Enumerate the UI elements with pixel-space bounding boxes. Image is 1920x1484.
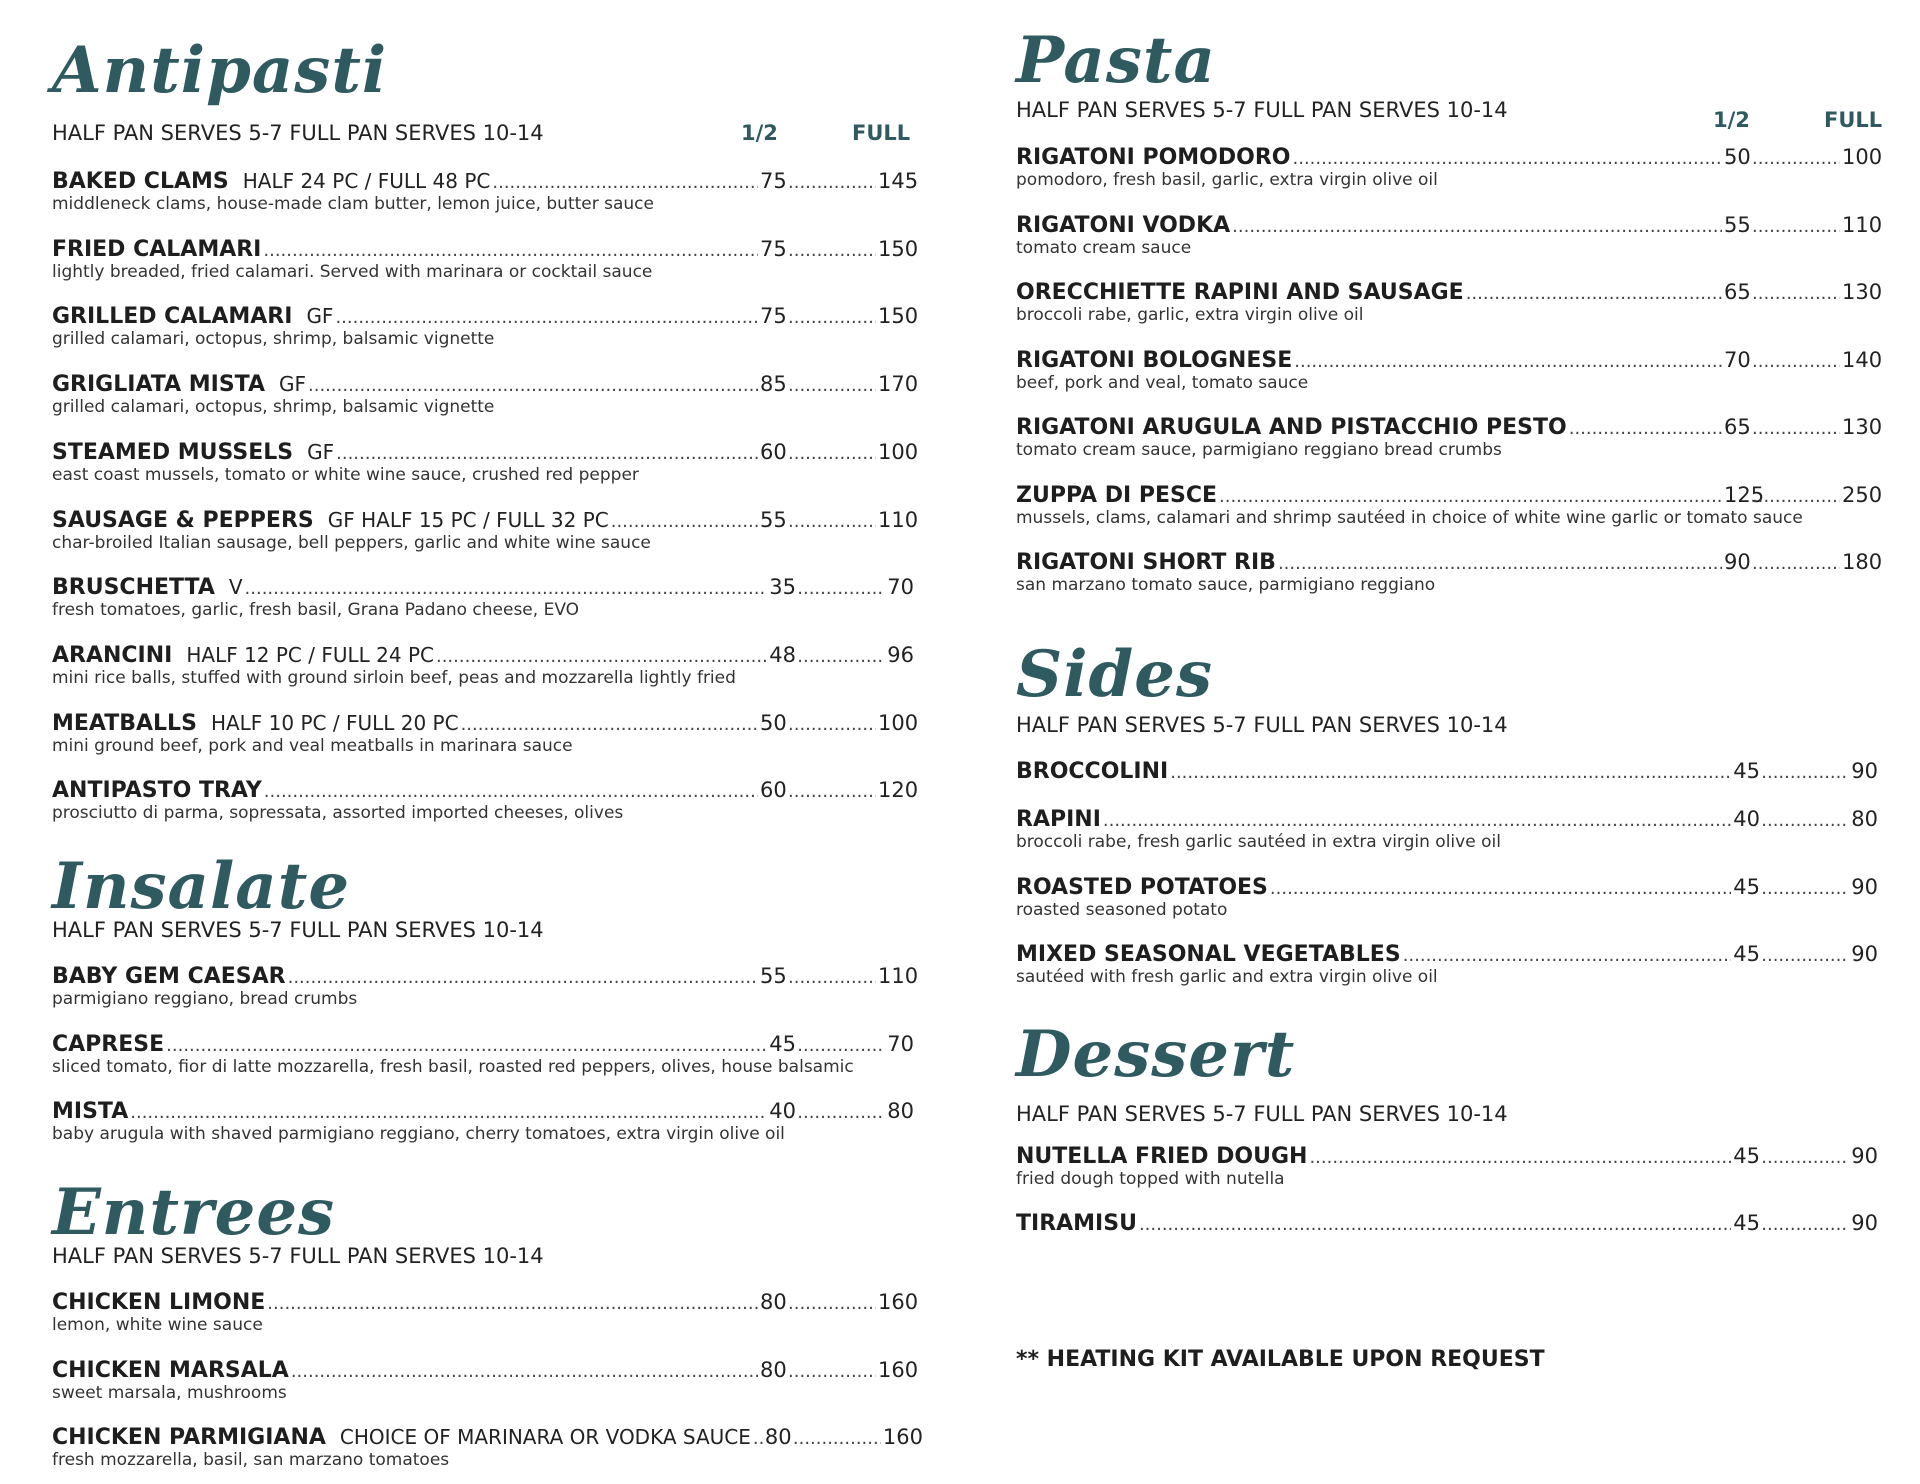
half-pan-price: 80 xyxy=(760,1357,787,1382)
item-name: RAPINI xyxy=(1016,807,1101,832)
leader-dots xyxy=(1752,415,1840,442)
half-pan-price: 60 xyxy=(760,778,787,803)
item-note: HALF 24 PC / FULL 48 PC xyxy=(242,169,491,193)
leader-dots xyxy=(166,1032,767,1059)
menu-item xyxy=(1016,806,1878,852)
menu-item xyxy=(1016,758,1878,785)
item-description: broccoli rabe, fresh garlic sautéed in extra virgin olive oil xyxy=(1016,832,1501,852)
menu-item-row xyxy=(1016,1210,1878,1237)
menu-item-row xyxy=(1016,1143,1878,1170)
full-pan-price: 100 xyxy=(1842,145,1883,169)
menu-item-row xyxy=(52,1357,919,1384)
half-pan-price: 50 xyxy=(760,710,787,735)
leader-dots xyxy=(1761,807,1849,834)
full-pan-price: 90 xyxy=(1851,942,1878,966)
leader-dots xyxy=(788,711,876,738)
leader-dots xyxy=(788,964,876,991)
item-note: CHOICE OF MARINARA OR VODKA SAUCE xyxy=(339,1425,751,1449)
menu-item-row xyxy=(1016,414,1883,441)
menu-item-row xyxy=(52,777,919,804)
menu-item xyxy=(52,1098,914,1144)
menu-item-row xyxy=(52,507,919,534)
leader-dots xyxy=(1761,759,1849,786)
item-description: prosciutto di parma, sopressata, assorted imported cheeses, olives xyxy=(52,803,624,824)
item-description: sliced tomato, fior di latte mozzarella, fresh basil, roasted red peppers, olives, house balsamic xyxy=(52,1056,854,1077)
pasta-half-header: 1/2 xyxy=(1713,108,1750,132)
half-pan-price: 90 xyxy=(1724,550,1751,574)
leader-dots xyxy=(611,508,758,535)
entrees-serves: HALF PAN SERVES 5-7 FULL PAN SERVES 10-14 xyxy=(52,1244,544,1268)
item-name: ANTIPASTO TRAY xyxy=(52,778,262,804)
leader-dots xyxy=(1761,1211,1849,1238)
leader-dots xyxy=(436,643,767,670)
half-pan-price: 60 xyxy=(760,439,787,464)
item-description: fresh tomatoes, garlic, fresh basil, Grana Padano cheese, EVO xyxy=(52,600,580,621)
menu-item-row xyxy=(1016,549,1883,576)
full-pan-price: 160 xyxy=(882,1425,923,1449)
leader-dots xyxy=(267,1290,758,1317)
menu-item xyxy=(52,963,919,1009)
full-pan-price: 120 xyxy=(878,778,919,803)
item-description: mussels, clams, calamari and shrimp sautéed in choice of white wine garlic or tomato sauce xyxy=(1016,507,1803,528)
half-pan-price: 45 xyxy=(1733,1144,1760,1168)
leader-dots xyxy=(788,778,876,805)
leader-dots xyxy=(1752,145,1840,172)
half-pan-price: 80 xyxy=(760,1290,787,1314)
leader-dots xyxy=(1761,875,1849,902)
item-name: RIGATONI BOLOGNESE xyxy=(1016,347,1293,373)
leader-dots xyxy=(1309,1144,1731,1171)
leader-dots xyxy=(288,964,758,991)
leader-dots xyxy=(788,304,876,331)
full-pan-price: 80 xyxy=(1851,807,1878,831)
pasta-title: Pasta xyxy=(1016,23,1216,98)
leader-dots xyxy=(1752,550,1840,577)
menu-item xyxy=(1016,279,1883,325)
leader-dots xyxy=(1752,483,1840,510)
item-description: san marzano tomato sauce, parmigiano reggiano xyxy=(1016,575,1436,595)
item-name: CHICKEN MARSALA xyxy=(52,1357,289,1383)
menu-item-row xyxy=(52,303,919,330)
leader-dots xyxy=(788,372,876,399)
half-pan-price: 75 xyxy=(760,169,787,193)
leader-dots xyxy=(291,1358,758,1385)
half-pan-price: 55 xyxy=(760,964,787,988)
full-pan-price: 110 xyxy=(878,507,919,532)
item-description: grilled calamari, octopus, shrimp, balsamic vignette xyxy=(52,329,495,350)
full-pan-price: 140 xyxy=(1842,347,1883,372)
leader-dots xyxy=(788,440,876,467)
item-name: GRIGLIATA MISTA xyxy=(52,372,265,398)
item-name: ZUPPA DI PESCE xyxy=(1016,482,1218,508)
half-pan-price: 65 xyxy=(1724,280,1751,304)
leader-dots xyxy=(797,643,885,670)
menu-item-row xyxy=(1016,279,1883,306)
half-pan-price: 70 xyxy=(1724,347,1751,372)
menu-item-row xyxy=(1016,874,1878,901)
menu-item-row xyxy=(1016,347,1883,374)
item-name: ROASTED POTATOES xyxy=(1016,874,1268,900)
leader-dots xyxy=(1139,1211,1731,1238)
full-pan-price: 70 xyxy=(887,575,914,600)
menu-item-row xyxy=(1016,144,1883,171)
full-pan-price: 80 xyxy=(887,1099,914,1123)
menu-item xyxy=(1016,1210,1878,1237)
full-pan-price: 160 xyxy=(878,1357,919,1382)
item-note: V xyxy=(228,575,243,600)
half-pan-price: 65 xyxy=(1724,415,1751,439)
leader-dots xyxy=(1103,807,1731,834)
antipasti-title: Antipasti xyxy=(52,33,388,108)
item-name: RIGATONI POMODORO xyxy=(1016,145,1291,170)
item-name: RIGATONI ARUGULA AND PISTACCHIO PESTO xyxy=(1016,415,1567,440)
half-pan-price: 45 xyxy=(769,1031,796,1056)
item-description: lemon, white wine sauce xyxy=(52,1315,263,1335)
menu-item xyxy=(1016,1143,1878,1189)
menu-item xyxy=(1016,941,1878,987)
leader-dots xyxy=(1466,280,1722,307)
leader-dots xyxy=(1752,213,1840,240)
pasta-full-header: FULL xyxy=(1824,108,1883,132)
item-name: MISTA xyxy=(52,1099,129,1124)
leader-dots xyxy=(1569,415,1722,442)
full-pan-price: 110 xyxy=(1842,212,1883,237)
item-description: parmigiano reggiano, bread crumbs xyxy=(52,989,358,1009)
half-pan-price: 75 xyxy=(760,236,787,261)
leader-dots xyxy=(492,169,758,196)
leader-dots xyxy=(1403,942,1732,969)
leader-dots xyxy=(797,575,885,602)
entrees-title: Entrees xyxy=(52,1175,336,1250)
full-pan-price: 160 xyxy=(878,1290,919,1314)
item-name: BROCCOLINI xyxy=(1016,759,1169,784)
insalate-serves: HALF PAN SERVES 5-7 FULL PAN SERVES 10-14 xyxy=(52,918,544,942)
menu-item xyxy=(52,642,914,688)
item-description: fried dough topped with nutella xyxy=(1016,1169,1285,1189)
leader-dots xyxy=(788,1290,876,1317)
item-name: CAPRESE xyxy=(52,1031,165,1057)
full-pan-price: 150 xyxy=(878,304,919,329)
leader-dots xyxy=(245,575,768,602)
item-description: pomodoro, fresh basil, garlic, extra virgin olive oil xyxy=(1016,170,1438,190)
item-description: broccoli rabe, garlic, extra virgin olive oil xyxy=(1016,305,1364,325)
leader-dots xyxy=(1232,213,1722,240)
leader-dots xyxy=(1293,145,1723,172)
leader-dots xyxy=(461,711,758,738)
insalate-title: Insalate xyxy=(52,849,351,924)
menu-item xyxy=(1016,212,1883,258)
leader-dots xyxy=(130,1099,767,1126)
leader-dots xyxy=(336,440,758,467)
menu-item xyxy=(52,371,919,418)
half-pan-price: 55 xyxy=(760,507,787,532)
menu-item xyxy=(52,710,919,756)
item-note: HALF 12 PC / FULL 24 PC xyxy=(186,642,434,667)
menu-item xyxy=(52,168,919,214)
item-description: mini rice balls, stuffed with ground sirloin beef, peas and mozzarella lightly fried xyxy=(52,667,736,688)
heating-kit-note: ** HEATING KIT AVAILABLE UPON REQUEST xyxy=(1016,1347,1545,1372)
menu-item xyxy=(1016,414,1883,460)
item-name: MEATBALLS xyxy=(52,710,197,736)
half-pan-price: 45 xyxy=(1733,942,1760,966)
leader-dots xyxy=(788,508,876,535)
leader-dots xyxy=(788,237,876,264)
half-pan-price: 45 xyxy=(1733,874,1760,899)
item-note: GF xyxy=(307,439,335,464)
menu-item-row xyxy=(1016,806,1878,833)
full-pan-price: 180 xyxy=(1842,550,1883,574)
full-pan-price: 100 xyxy=(878,439,919,464)
menu-item xyxy=(52,1424,923,1470)
leader-dots xyxy=(1761,1144,1849,1171)
menu-item-row xyxy=(52,1031,914,1058)
menu-item xyxy=(52,777,919,824)
full-pan-price: 110 xyxy=(878,964,919,988)
menu-item-row xyxy=(1016,941,1878,968)
antipasti-full-header: FULL xyxy=(852,121,911,145)
menu-item-row xyxy=(52,439,919,466)
dessert-serves: HALF PAN SERVES 5-7 FULL PAN SERVES 10-14 xyxy=(1016,1102,1508,1126)
half-pan-price: 125 xyxy=(1724,482,1765,507)
leader-dots xyxy=(1270,875,1731,902)
item-name: GRILLED CALAMARI xyxy=(52,304,293,330)
item-description: roasted seasoned potato xyxy=(1016,899,1228,920)
leader-dots xyxy=(264,778,758,805)
full-pan-price: 90 xyxy=(1851,1144,1878,1168)
item-note: HALF 10 PC / FULL 20 PC xyxy=(210,710,459,735)
menu-item-row xyxy=(52,1098,914,1125)
menu-item xyxy=(1016,549,1883,595)
sides-title: Sides xyxy=(1016,637,1214,712)
item-name: CHICKEN LIMONE xyxy=(52,1290,266,1315)
item-name: FRIED CALAMARI xyxy=(52,236,262,262)
item-note: GF HALF 15 PC / FULL 32 PC xyxy=(327,507,609,532)
leader-dots xyxy=(1278,550,1722,577)
antipasti-half-header: 1/2 xyxy=(741,121,778,145)
full-pan-price: 90 xyxy=(1851,1211,1878,1235)
leader-dots xyxy=(1752,348,1840,375)
full-pan-price: 250 xyxy=(1842,482,1883,507)
full-pan-price: 130 xyxy=(1842,415,1883,439)
leader-dots xyxy=(793,1425,881,1452)
full-pan-price: 130 xyxy=(1842,280,1883,304)
dessert-title: Dessert xyxy=(1016,1017,1296,1092)
item-name: STEAMED MUSSELS xyxy=(52,439,294,465)
menu-item xyxy=(52,1357,919,1403)
item-description: lightly breaded, fried calamari. Served with marinara or cocktail sauce xyxy=(52,261,653,282)
full-pan-price: 96 xyxy=(887,642,914,667)
sides-serves: HALF PAN SERVES 5-7 FULL PAN SERVES 10-14 xyxy=(1016,713,1508,737)
menu-item xyxy=(1016,874,1878,920)
menu-item xyxy=(52,1289,919,1335)
half-pan-price: 40 xyxy=(1733,807,1760,831)
menu-item xyxy=(52,303,919,350)
menu-item xyxy=(52,507,919,553)
menu-item-row xyxy=(1016,482,1883,509)
item-description: beef, pork and veal, tomato sauce xyxy=(1016,372,1309,393)
half-pan-price: 55 xyxy=(1724,212,1751,237)
menu-item xyxy=(52,236,919,282)
item-note: GF xyxy=(279,372,307,397)
item-name: SAUSAGE & PEPPERS xyxy=(52,507,314,533)
item-name: ORECCHIETTE RAPINI AND SAUSAGE xyxy=(1016,280,1464,305)
item-description: baby arugula with shaved parmigiano reggiano, cherry tomatoes, extra virgin olive oil xyxy=(52,1124,785,1144)
half-pan-price: 80 xyxy=(764,1425,792,1449)
leader-dots xyxy=(263,237,758,264)
menu-item-row xyxy=(52,371,919,398)
menu-item-row xyxy=(52,168,919,195)
leader-dots xyxy=(1752,280,1840,307)
full-pan-price: 170 xyxy=(878,372,919,397)
item-name: CHICKEN PARMIGIANA xyxy=(52,1425,326,1450)
half-pan-price: 45 xyxy=(1733,759,1760,783)
antipasti-serves: HALF PAN SERVES 5-7 FULL PAN SERVES 10-14 xyxy=(52,121,544,145)
leader-dots xyxy=(335,304,758,331)
item-description: grilled calamari, octopus, shrimp, balsamic vignette xyxy=(52,397,495,418)
item-name: ARANCINI xyxy=(52,642,173,668)
item-name: BAKED CLAMS xyxy=(52,169,229,194)
item-description: tomato cream sauce xyxy=(1016,237,1192,258)
leader-dots xyxy=(788,1358,876,1385)
item-name: BABY GEM CAESAR xyxy=(52,964,286,989)
menu-item xyxy=(1016,347,1883,393)
leader-dots xyxy=(1761,942,1849,969)
leader-dots xyxy=(753,1425,763,1452)
item-name: RIGATONI VODKA xyxy=(1016,212,1231,238)
half-pan-price: 85 xyxy=(760,372,787,397)
menu-item-row xyxy=(52,236,919,263)
item-description: fresh mozzarella, basil, san marzano tomatoes xyxy=(52,1450,450,1470)
half-pan-price: 75 xyxy=(760,304,787,329)
item-description: mini ground beef, pork and veal meatballs in marinara sauce xyxy=(52,735,573,756)
item-name: RIGATONI SHORT RIB xyxy=(1016,550,1276,575)
full-pan-price: 70 xyxy=(887,1031,914,1056)
half-pan-price: 48 xyxy=(769,642,796,667)
leader-dots xyxy=(1170,759,1731,786)
item-description: sautéed with fresh garlic and extra virgin olive oil xyxy=(1016,967,1438,987)
item-description: middleneck clams, house-made clam butter, lemon juice, butter sauce xyxy=(52,194,654,214)
full-pan-price: 145 xyxy=(878,169,919,193)
item-name: TIRAMISU xyxy=(1016,1211,1137,1236)
leader-dots xyxy=(308,372,758,399)
half-pan-price: 45 xyxy=(1733,1211,1760,1235)
menu-item-row xyxy=(52,574,914,601)
item-description: tomato cream sauce, parmigiano reggiano bread crumbs xyxy=(1016,440,1502,460)
pasta-serves: HALF PAN SERVES 5-7 FULL PAN SERVES 10-14 xyxy=(1016,98,1508,122)
menu-item xyxy=(52,574,914,620)
item-description: sweet marsala, mushrooms xyxy=(52,1382,287,1403)
menu-item-row xyxy=(1016,212,1883,239)
half-pan-price: 35 xyxy=(769,575,796,600)
leader-dots xyxy=(788,169,876,196)
half-pan-price: 50 xyxy=(1724,145,1751,169)
menu-item-row xyxy=(52,710,919,737)
menu-item xyxy=(52,1031,914,1077)
item-name: MIXED SEASONAL VEGETABLES xyxy=(1016,942,1401,967)
menu-item xyxy=(1016,482,1883,528)
full-pan-price: 90 xyxy=(1851,759,1878,783)
item-note: GF xyxy=(306,304,334,329)
leader-dots xyxy=(797,1032,885,1059)
menu-item-row xyxy=(52,1289,919,1316)
leader-dots xyxy=(1219,483,1722,510)
half-pan-price: 40 xyxy=(769,1099,796,1123)
item-name: BRUSCHETTA xyxy=(52,575,215,601)
item-description: char-broiled Italian sausage, bell peppers, garlic and white wine sauce xyxy=(52,532,651,553)
full-pan-price: 100 xyxy=(878,710,919,735)
leader-dots xyxy=(797,1099,885,1126)
item-name: NUTELLA FRIED DOUGH xyxy=(1016,1144,1308,1169)
menu-item xyxy=(52,439,919,485)
full-pan-price: 150 xyxy=(878,236,919,261)
menu-item xyxy=(1016,144,1883,190)
item-description: east coast mussels, tomato or white wine sauce, crushed red pepper xyxy=(52,464,639,485)
full-pan-price: 90 xyxy=(1851,874,1878,899)
menu-item-row xyxy=(1016,758,1878,785)
menu-item-row xyxy=(52,1424,923,1451)
menu-item-row xyxy=(52,642,914,669)
leader-dots xyxy=(1294,348,1722,375)
menu-item-row xyxy=(52,963,919,990)
